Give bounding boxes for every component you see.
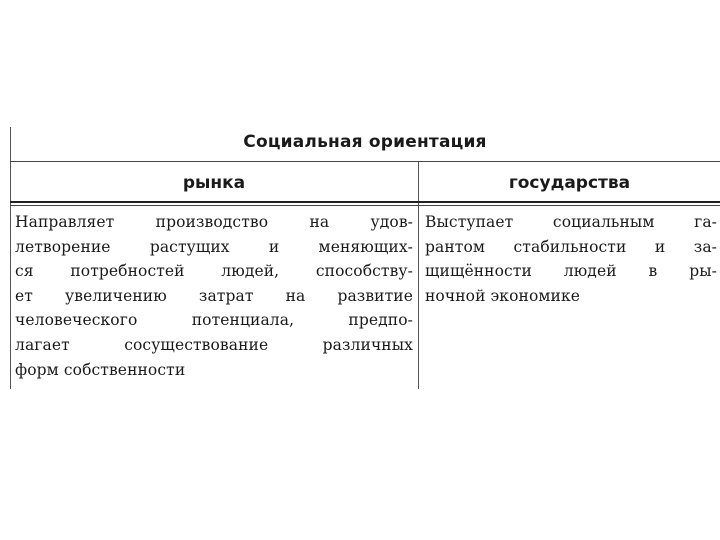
- title-divider: [10, 161, 720, 162]
- column-header-market: рынка: [182, 173, 246, 193]
- text-line: человеческого потенциала, предпо-: [15, 311, 413, 330]
- text-line: ночной экономике: [425, 286, 581, 305]
- text-line: рантом стабильности и за-: [425, 237, 717, 256]
- text-line: форм собственности: [15, 360, 186, 379]
- market-cell-text: [15, 210, 413, 382]
- text-line: Выступает социальным га-: [425, 213, 717, 231]
- text-line: Направляет производство на удов-: [15, 213, 413, 231]
- table-left-border: [10, 127, 11, 389]
- text-line: летворение растущих и меняющих-: [15, 237, 413, 256]
- text-line: щищённости людей в ры-: [425, 262, 717, 281]
- column-header-state: государства: [508, 173, 631, 193]
- header-divider-thin: [10, 205, 720, 206]
- table-title: Социальная ориентация: [243, 132, 487, 152]
- text-line: ся потребностей людей, способству-: [15, 262, 413, 281]
- state-cell-text: [425, 210, 717, 308]
- text-line: лагает сосуществование различных: [15, 335, 413, 354]
- header-divider-thick: [10, 201, 720, 203]
- column-divider: [418, 162, 419, 389]
- text-line: ет увеличению затрат на развитие: [15, 286, 413, 305]
- comparison-table: [10, 127, 720, 389]
